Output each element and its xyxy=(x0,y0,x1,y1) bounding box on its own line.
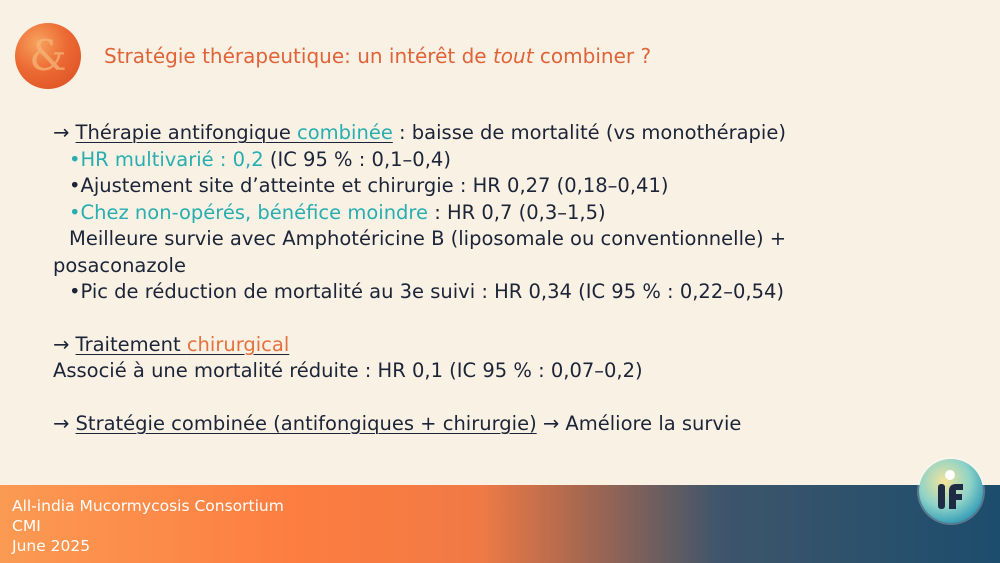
slide-title: Stratégie thérapeutique: un intérêt de tout combiner ? xyxy=(104,44,652,68)
bullet-item-non-operes: •Chez non-opérés, bénéfice moindre : HR 0,7 (0,3–1,5) xyxy=(69,200,606,224)
section3-link: Stratégie combinée (antifongiques + chirurgie) xyxy=(75,411,537,435)
note-amphotericine: Meilleure survie avec Amphotéricine B (liposomale ou conventionnelle) + xyxy=(69,227,787,250)
arrow-icon: → xyxy=(53,332,70,356)
note-amphotericine-cont: posaconazole xyxy=(53,253,186,277)
section1-link: Thérapie antifongique combinée xyxy=(75,121,393,144)
section3-heading: → Stratégie combinée (antifongiques + chirurgie) → Améliore la survie xyxy=(53,411,742,435)
slide-content xyxy=(53,120,983,437)
bullet-item-ajustement: •Ajustement site d’atteinte et chirurgie : HR 0,27 (0,18–0,41) xyxy=(69,174,669,197)
ampersand-logo-icon: & xyxy=(15,23,81,89)
bullet-item-hr-multivarie: •HR multivarié : 0,2 (IC 95 % : 0,1–0,4) xyxy=(69,147,451,171)
arrow-icon: → xyxy=(53,121,70,144)
if-logo-icon xyxy=(919,459,983,523)
section2-text: Associé à une mortalité réduite : HR 0,1 (IC 95 % : 0,07–0,2) xyxy=(53,359,643,382)
arrow-icon: → xyxy=(542,411,560,435)
section1-heading: → Thérapie antifongique combinée : baisse de mortalité (vs monothérapie) xyxy=(53,121,786,144)
section2-link: Traitement chirurgical xyxy=(75,332,290,356)
title-emphasis: tout xyxy=(492,44,534,68)
footer-text xyxy=(12,496,284,556)
bullet-item-pic-reduction: •Pic de réduction de mortalité au 3e suivi : HR 0,34 (IC 95 % : 0,22–0,54) xyxy=(69,280,785,303)
footer-date: June 2025 xyxy=(12,537,91,555)
section2-heading xyxy=(53,332,983,359)
footer-journal: CMI xyxy=(12,517,41,535)
arrow-icon: → xyxy=(53,411,70,435)
footer-consortium: All-india Mucormycosis Consortium xyxy=(12,497,284,515)
